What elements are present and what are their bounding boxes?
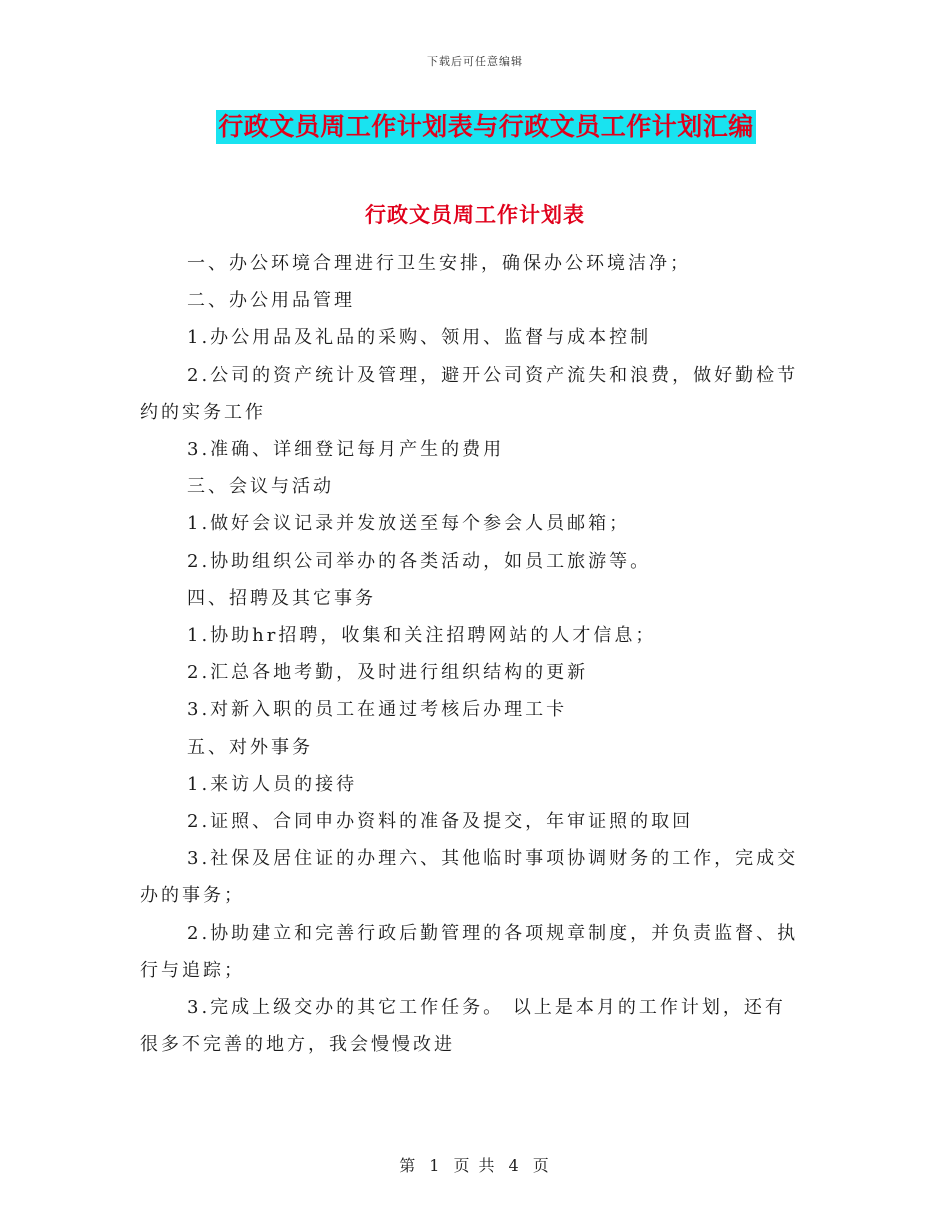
paragraph: 3.社保及居住证的办理六、其他临时事项协调财务的工作，完成交办的事务； xyxy=(140,848,799,907)
paragraph: 2.公司的资产统计及管理，避开公司资产流失和浪费，做好勤检节约的实务工作 xyxy=(140,364,799,423)
footer-page-suffix: 页 xyxy=(532,1156,551,1175)
paragraph: 五、对外事务 xyxy=(187,736,313,758)
paragraph: 2.协助组织公司举办的各类活动，如员工旅游等。 xyxy=(187,550,652,572)
paragraph: 2.汇总各地考勤，及时进行组织结构的更新 xyxy=(187,662,589,684)
footer-page-prefix: 第 xyxy=(399,1156,418,1175)
paragraph: 二、办公用品管理 xyxy=(187,290,355,312)
paragraph: 一、办公环境合理进行卫生安排，确保办公环境洁净； xyxy=(187,253,691,274)
paragraph: 三、会议与活动 xyxy=(187,476,334,498)
paragraph: 3.完成上级交办的其它工作任务。 以上是本月的工作计划，还有很多不完善的地方，我会慢慢改进 xyxy=(140,997,786,1056)
paragraph: 2.协助建立和完善行政后勤管理的各项规章制度，并负责监督、执行与追踪； xyxy=(140,922,799,981)
footer-page-number: 1 xyxy=(429,1156,442,1175)
paragraph: 四、招聘及其它事务 xyxy=(187,587,376,609)
document-title-container xyxy=(0,110,950,144)
document-title: 行政文员周工作计划表与行政文员工作计划汇编 xyxy=(216,110,756,144)
paragraph: 2.证照、合同申办资料的准备及提交，年审证照的取回 xyxy=(187,811,694,833)
paragraph: 1.协助hr招聘，收集和关注招聘网站的人才信息； xyxy=(187,625,657,647)
paragraph: 1.来访人员的接待 xyxy=(187,773,358,795)
footer-page-middle: 页 共 xyxy=(453,1156,497,1175)
paragraph: 1.做好会议记录并发放送至每个参会人员邮箱； xyxy=(187,513,631,535)
paragraph: 1.办公用品及礼品的采购、领用、监督与成本控制 xyxy=(187,327,652,349)
header-note: 下载后可任意编辑 xyxy=(427,55,523,68)
paragraph: 3.准确、详细登记每月产生的费用 xyxy=(187,439,505,461)
section-title: 行政文员周工作计划表 xyxy=(365,202,585,227)
page-footer xyxy=(0,1153,950,1176)
footer-page-total: 4 xyxy=(508,1156,521,1175)
paragraph: 3.对新入职的员工在通过考核后办理工卡 xyxy=(187,699,568,721)
document-body xyxy=(140,245,805,1063)
